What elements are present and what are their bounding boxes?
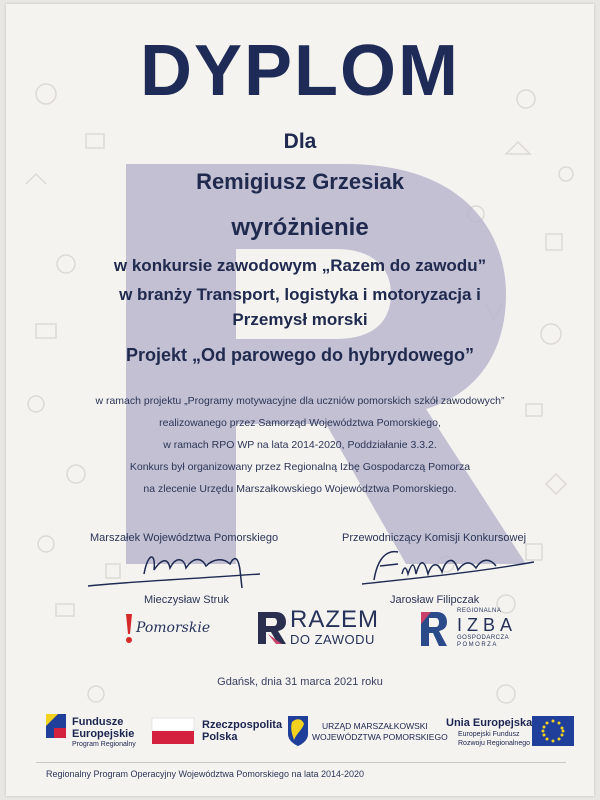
right-signatory-name: Jarosław Filipczak <box>390 594 480 606</box>
fundusze-logo-sub: Program Regionalny <box>72 741 136 748</box>
rzeczpospolita-text: Polska <box>202 731 238 743</box>
unia-europejska-sub: Rozwoju Regionalnego <box>458 740 530 747</box>
fundusze-logo-text: Europejskie <box>72 728 135 740</box>
izba-logo-top: REGIONALNA <box>457 608 502 614</box>
industry-line-1: w branży Transport, logistyka i motoryzacja i <box>119 285 481 304</box>
urzad-marszalkowski-text: WOJEWÓDZTWA POMORSKIEGO <box>312 732 448 742</box>
left-signature-icon <box>84 544 264 594</box>
poland-flag-icon <box>152 718 194 744</box>
description-line: realizowanego przez Samorząd Województwa Pomorskiego, <box>159 417 441 429</box>
recipient-name: Remigiusz Grzesiak <box>196 169 404 194</box>
fundusze-europejskie-icon <box>46 714 66 738</box>
contest-line: w konkursie zawodowym „Razem do zawodu” <box>113 256 487 275</box>
right-signature-icon <box>358 544 538 594</box>
pomorskie-logo-text: Pomorskie <box>136 620 211 636</box>
right-signatory-title: Przewodniczący Komisji Konkursowej <box>342 532 527 544</box>
izba-logo-main: IZBA <box>457 615 518 635</box>
izba-logo-sub: POMORZA <box>457 642 498 648</box>
left-signatory-name: Mieczysław Struk <box>144 594 229 606</box>
urzad-marszalkowski-text: URZĄD MARSZAŁKOWSKI <box>322 721 428 731</box>
pomorskie-coat-of-arms-icon <box>288 716 308 746</box>
left-signatory-title: Marszałek Województwa Pomorskiego <box>90 532 279 544</box>
description-line: w ramach projektu „Programy motywacyjne dla uczniów pomorskich szkół zawodowych” <box>95 395 505 407</box>
footer-program-text: Regionalny Program Operacyjny Województwa Pomorskiego na lata 2014-2020 <box>46 769 365 779</box>
description-line: w ramach RPO WP na lata 2014-2020, Poddziałanie 3.3.2. <box>163 439 437 451</box>
diploma-sheet <box>6 4 594 796</box>
industry-line-2: Przemysł morski <box>232 310 368 329</box>
project-line: Projekt „Od parowego do hybrydowego” <box>125 345 475 365</box>
award-type: wyróżnienie <box>231 214 369 241</box>
eu-flag-icon <box>532 716 574 746</box>
place-and-date: Gdańsk, dnia 31 marca 2021 roku <box>217 676 383 688</box>
diploma-title: DYPLOM <box>139 31 460 111</box>
unia-europejska-text: Unia Europejska <box>446 717 533 729</box>
footer-divider <box>36 762 566 763</box>
razem-logo-sub: DO ZAWODU <box>290 632 375 647</box>
description-line: na zlecenie Urzędu Marszałkowskiego Województwa Pomorskiego. <box>143 483 457 495</box>
razem-logo-main: RAZEM <box>290 606 379 633</box>
for-label: Dla <box>283 130 317 153</box>
description-line: Konkurs był organizowany przez Regionalną Izbę Gospodarczą Pomorza <box>129 461 471 473</box>
rzeczpospolita-text: Rzeczpospolita <box>202 719 283 731</box>
fundusze-logo-text: Fundusze <box>72 716 124 728</box>
unia-europejska-sub: Europejski Fundusz <box>458 731 520 738</box>
izba-logo-sub: GOSPODARCZA <box>457 635 510 641</box>
